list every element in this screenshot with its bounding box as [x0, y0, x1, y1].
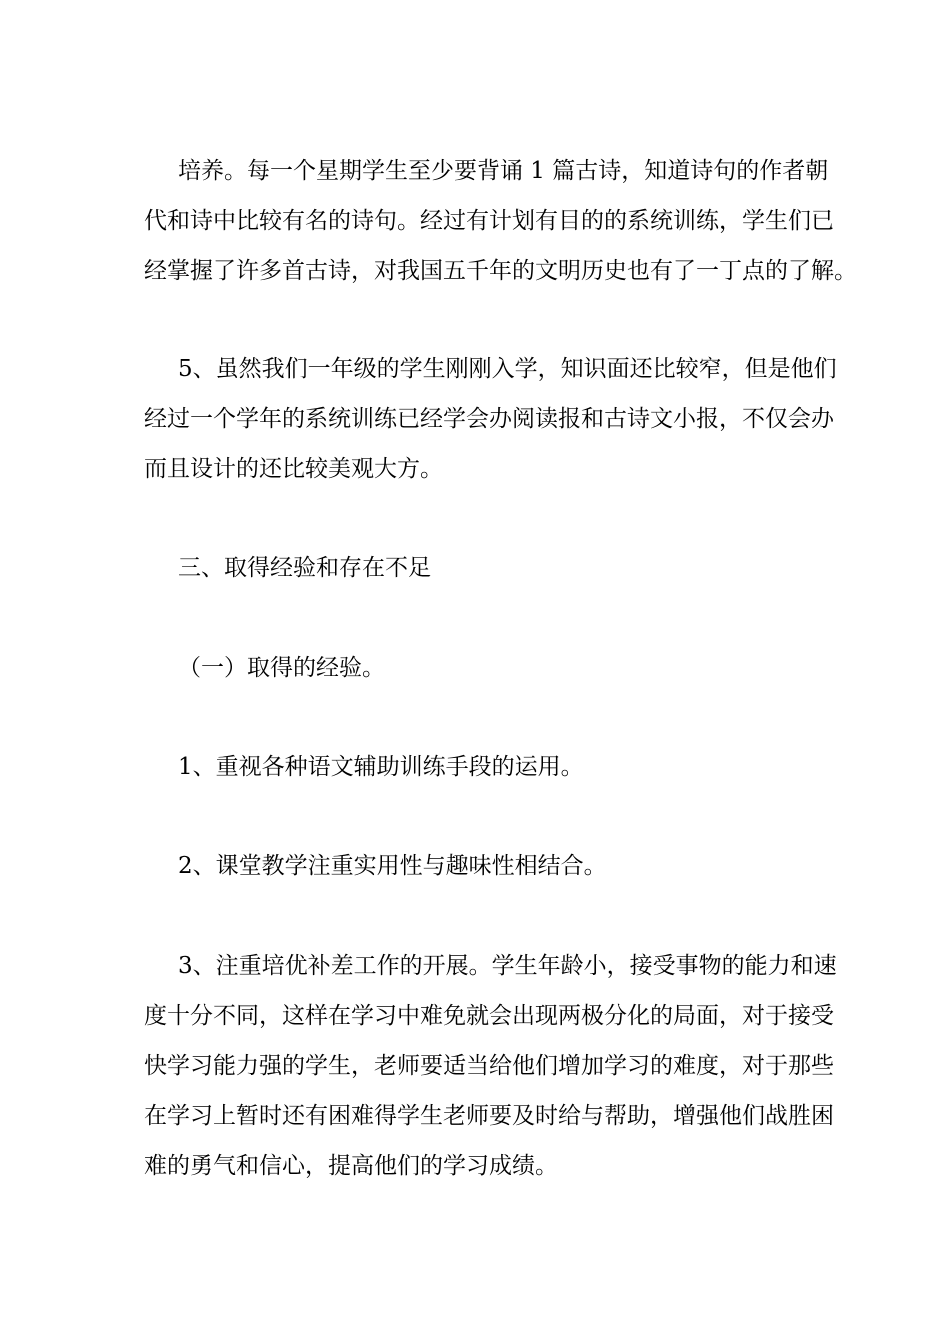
- paragraph-line: 而且设计的还比较美观大方。: [144, 456, 443, 482]
- paragraph-line: 度十分不同，这样在学习中难免就会出现两极分化的局面，对于接受: [144, 1003, 834, 1029]
- paragraph-line: 经掌握了许多首古诗，对我国五千年的文明历史也有了一丁点的了解。: [144, 258, 857, 284]
- list-item: 1、重视各种语文辅助训练手段的运用。: [178, 754, 584, 780]
- section-heading: 三、取得经验和存在不足: [178, 555, 431, 581]
- paragraph-line: 在学习上暂时还有困难得学生老师要及时给与帮助，增强他们战胜困: [144, 1103, 834, 1129]
- paragraph-line: 代和诗中比较有名的诗句。经过有计划有目的的系统训练，学生们已: [144, 208, 834, 234]
- paragraph-line: 3、注重培优补差工作的开展。学生年龄小，接受事物的能力和速: [178, 953, 837, 979]
- paragraph-line: 5、虽然我们一年级的学生刚刚入学，知识面还比较窄，但是他们: [178, 356, 837, 382]
- list-item: 2、课堂教学注重实用性与趣味性相结合。: [178, 853, 607, 879]
- paragraph-line: 快学习能力强的学生，老师要适当给他们增加学习的难度，对于那些: [144, 1053, 834, 1079]
- paragraph-line: 难的勇气和信心，提高他们的学习成绩。: [144, 1153, 558, 1179]
- paragraph-line: 培养。每一个星期学生至少要背诵 1 篇古诗，知道诗句的作者朝: [178, 158, 829, 184]
- subsection-heading: （一）取得的经验。: [178, 655, 385, 681]
- paragraph-line: 经过一个学年的系统训练已经学会办阅读报和古诗文小报，不仅会办: [144, 406, 834, 432]
